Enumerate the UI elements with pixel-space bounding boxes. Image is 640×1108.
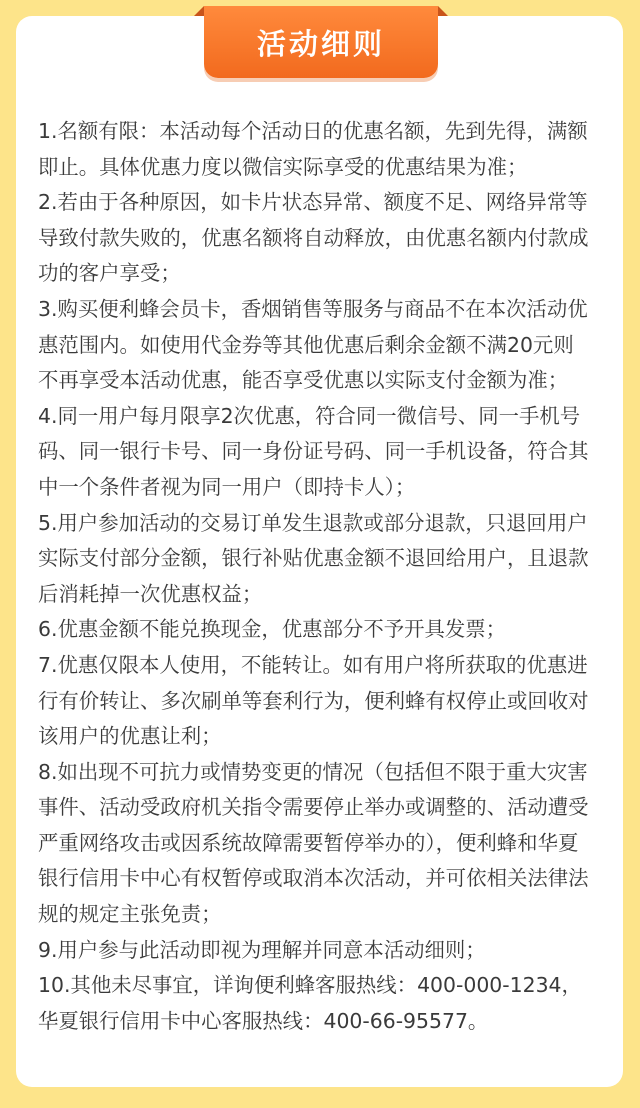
rule-line: 3.购买便利蜂会员卡，香烟销售等服务与商品不在本次活动优 — [38, 296, 588, 321]
rule-line: 后消耗掉一次优惠权益； — [38, 581, 263, 606]
rule-line: 1.名额有限：本活动每个活动日的优惠名额，先到先得，满额 — [38, 119, 588, 143]
rule-item — [38, 755, 598, 933]
rule-line: 不再享受本活动优惠，能否享受优惠以实际支付金额为准； — [38, 368, 569, 393]
rule-line: 码、同一银行卡号、同一身份证号码、同一手机设备，符合其 — [38, 439, 589, 464]
rule-line: 4.同一用户每月限享2次优惠，符合同一微信号、同一手机号 — [38, 403, 581, 428]
rule-line: 事件、活动受政府机关指令需要停止举办或调整的、活动遭受 — [38, 795, 589, 820]
rule-item — [38, 292, 598, 399]
rule-line: 严重网络攻击或因系统故障需要暂停举办的），便利蜂和华夏 — [38, 830, 579, 855]
rule-line: 该用户的优惠让利； — [38, 724, 222, 749]
rule-item — [38, 506, 598, 613]
rule-line: 功的客户享受； — [38, 261, 181, 286]
rule-item — [38, 114, 598, 185]
rule-line: 规的规定主张免责； — [38, 902, 222, 927]
rule-line: 9.用户参与此活动即视为理解并同意本活动细则； — [38, 937, 486, 962]
page-title: 活动细则 — [256, 26, 385, 61]
rule-item — [38, 648, 598, 755]
rule-line: 华夏银行信用卡中心客服热线：400-66-95577。 — [38, 1008, 489, 1033]
rule-line: 导致付款失败的，优惠名额将自动释放，由优惠名额内付款成 — [38, 225, 589, 250]
title-banner — [204, 6, 438, 78]
rule-line: 惠范围内。如使用代金券等其他优惠后剩余金额不满20元则 — [38, 332, 574, 357]
rule-line: 即止。具体优惠力度以微信实际享受的优惠结果为准； — [38, 154, 528, 179]
rule-item — [38, 399, 598, 506]
rule-line: 2.若由于各种原因，如卡片状态异常、额度不足、网络异常等 — [38, 190, 588, 215]
rule-line: 实际支付部分金额，银行补贴优惠金额不退回给用户，且退款 — [38, 546, 589, 571]
rule-line: 10.其他未尽事宜，详询便利蜂客服热线：400-000-1234， — [38, 973, 582, 998]
rule-line: 7.优惠仅限本人使用，不能转让。如有用户将所获取的优惠进 — [38, 652, 588, 677]
rule-line: 8.如出现不可抗力或情势变更的情况（包括但不限于重大灾害 — [38, 759, 588, 784]
rule-item — [38, 933, 598, 969]
rule-line: 6.优惠金额不能兑换现金，优惠部分不予开具发票； — [38, 617, 507, 642]
rule-item — [38, 612, 598, 648]
rule-line: 5.用户参加活动的交易订单发生退款或部分退款，只退回用户 — [38, 510, 588, 535]
rule-item — [38, 968, 598, 1039]
rule-line: 中一个条件者视为同一用户（即持卡人）； — [38, 474, 416, 499]
rules-list — [38, 114, 598, 1039]
rule-item — [38, 185, 598, 292]
rule-line: 行有价转让、多次刷单等套利行为，便利蜂有权停止或回收对 — [38, 688, 589, 713]
rule-line: 银行信用卡中心有权暂停或取消本次活动，并可依相关法律法 — [38, 866, 589, 891]
